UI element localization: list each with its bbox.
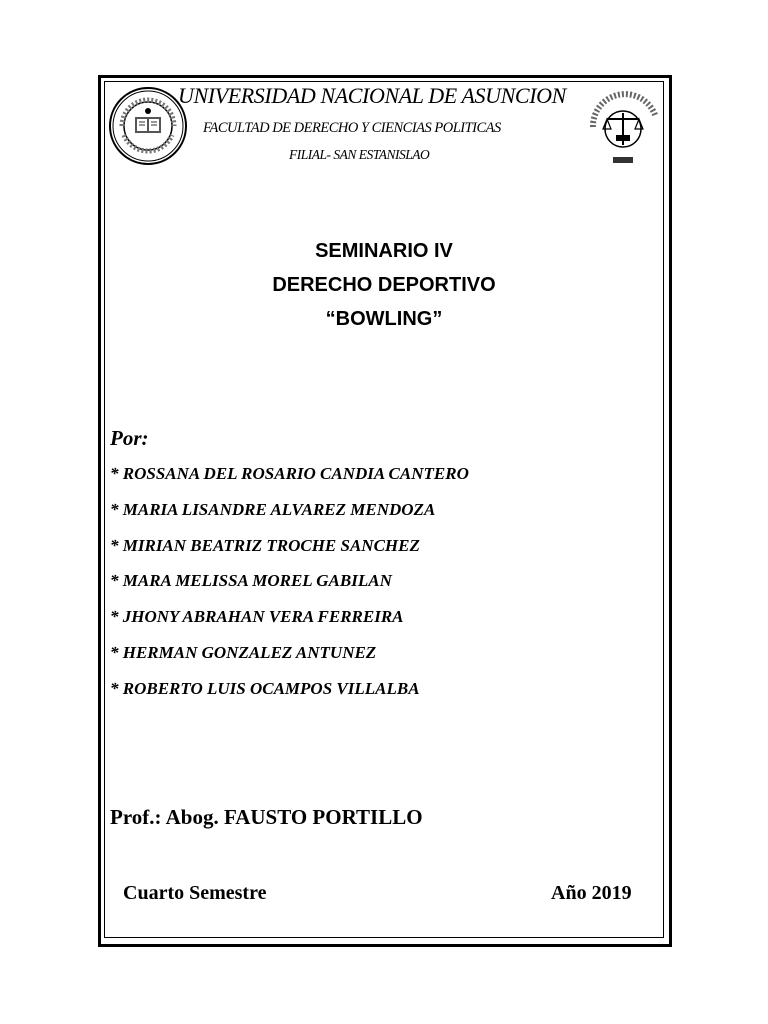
- title-line-topic: “BOWLING”: [325, 308, 443, 330]
- authors-list: [110, 463, 469, 714]
- branch-name: FILIAL- SAN ESTANISLAO: [289, 147, 430, 162]
- author-item: * MARIA LISANDRE ALVAREZ MENDOZA: [110, 499, 436, 519]
- university-name: UNIVERSIDAD NACIONAL DE ASUNCION: [178, 83, 566, 108]
- professor-name: Prof.: Abog. FAUSTO PORTILLO: [110, 805, 423, 829]
- author-item: * ROBERTO LUIS OCAMPOS VILLALBA: [110, 678, 420, 698]
- author-item: * MARA MELISSA MOREL GABILAN: [110, 571, 392, 591]
- semester-label: Cuarto Semestre: [123, 882, 267, 904]
- title-line-seminar: SEMINARIO IV: [315, 240, 453, 262]
- title-line-subject: DERECHO DEPORTIVO: [272, 274, 496, 296]
- author-item: * MIRIAN BEATRIZ TROCHE SANCHEZ: [110, 535, 420, 555]
- author-item: * JHONY ABRAHAN VERA FERREIRA: [110, 607, 404, 627]
- author-item: * ROSSANA DEL ROSARIO CANDIA CANTERO: [110, 464, 469, 483]
- faculty-name: FACULTAD DE DERECHO Y CIENCIAS POLITICAS: [203, 120, 501, 136]
- author-item: * HERMAN GONZALEZ ANTUNEZ: [110, 642, 377, 662]
- year-label: Año 2019: [551, 882, 632, 904]
- document-title: [104, 236, 664, 338]
- university-seal-icon: [108, 85, 188, 167]
- authors-label: Por:: [110, 426, 149, 450]
